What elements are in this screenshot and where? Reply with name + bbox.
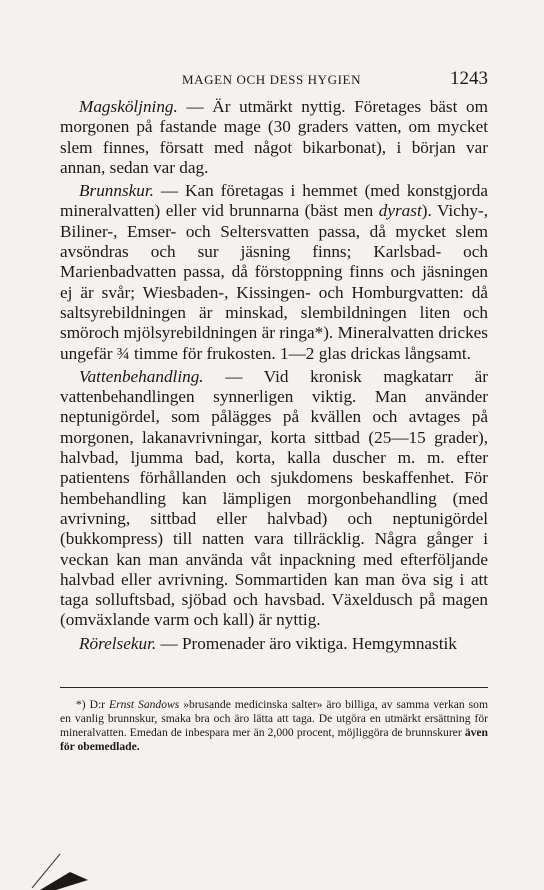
footnote-name: Ernst Sandows xyxy=(108,698,180,711)
footnote-divider xyxy=(60,687,488,688)
paragraph-heading: Rörelsekur. xyxy=(79,633,157,653)
page-header xyxy=(78,68,488,90)
paragraph-text: — Kan företagas i hemmet (med konstgjorda mineralvatten) eller vid brunnarna (bäst men xyxy=(60,181,488,221)
page-number: 1243 xyxy=(450,68,488,89)
footnote-last: även för obemedlade. xyxy=(60,726,488,753)
paragraph-heading: Brunnskur. xyxy=(79,181,154,201)
paragraph-text: ). Vichy-, Biliner-, Emser- och Seltersvatten passa, då mycket slem avsöndras och sur jäsning finns; Karlsbad- och Marienbadvatten passa, då förstoppning finns och jäsningen ej är svår; Wiesbaden-, Kissingen- och Homburgvatten: då saltsyrebildningen är minskad, slembildningen liten och smöroch mjölsyrebildningen är ringa*). Mineralvatten drickes ungefär ¾ timme för frukosten. 1—2 glas drickas långsamt. xyxy=(60,201,488,363)
running-title: MAGEN OCH DESS HYGIEN xyxy=(182,72,362,87)
footnote xyxy=(60,698,488,754)
footnote-text xyxy=(60,698,488,754)
paragraph-magskoljning xyxy=(60,97,488,178)
footnote-marker: *) D:r xyxy=(76,698,109,711)
body-text xyxy=(60,97,488,654)
paragraph-vattenbehandling xyxy=(60,367,488,631)
paragraph-text: — Promenader äro viktiga. Hemgymnastik xyxy=(156,633,457,653)
paragraph-rorelsekur xyxy=(60,634,488,654)
paragraph-text: — Vid kronisk magkatarr är vattenbehandlingen synnerligen viktig. Man använder neptunigördel, som pålägges på kvällen och avtages på morgonen, lakanavrivningar, korta sittbad (25—15 grader), halvbad, ljumma bad, korta, kalla duscher m. m. efter patientens förhållanden och sjukdomens beskaffenhet. För hembehandling kan lämpligen morgonbehandling (med avrivning, sittbad eller halvbad) och neptunigördel (bukkompress) till natten vara tillräcklig. Några gånger i veckan kan man använda våt inpackning med efterföljande halvbad eller avrivning. Sommartiden kan man öva sig i att taga solluftsbad, sjöbad och havsbad. Växeldusch på magen (omväxlande varm och kall) är nyttig. xyxy=(60,366,488,630)
paragraph-emphasis: dyrast xyxy=(378,201,422,221)
footnote-body: »brusande medicinska salter» äro billiga, av samma verkan som en vanlig brunnskur, smaka bra och äro lätta att taga. De utgöra en utmärkt ersättning för mineralvatten. Emedan de inbespara mer än 2,000 procent, möjliggöra de brunnskurer xyxy=(60,698,488,739)
corner-ornament-icon xyxy=(30,848,120,890)
paragraph-text: — Är utmärkt nyttig. Företages bäst om morgonen på fastande mage (30 graders vatten, om mycket slem finnes, försatt med något bikarbonat), i början var annan, sedan var dag. xyxy=(60,97,488,177)
paragraph-heading: Vattenbehandling. xyxy=(79,366,204,386)
paragraph-brunnskur xyxy=(60,181,488,364)
paragraph-heading: Magsköljning. xyxy=(79,97,178,116)
